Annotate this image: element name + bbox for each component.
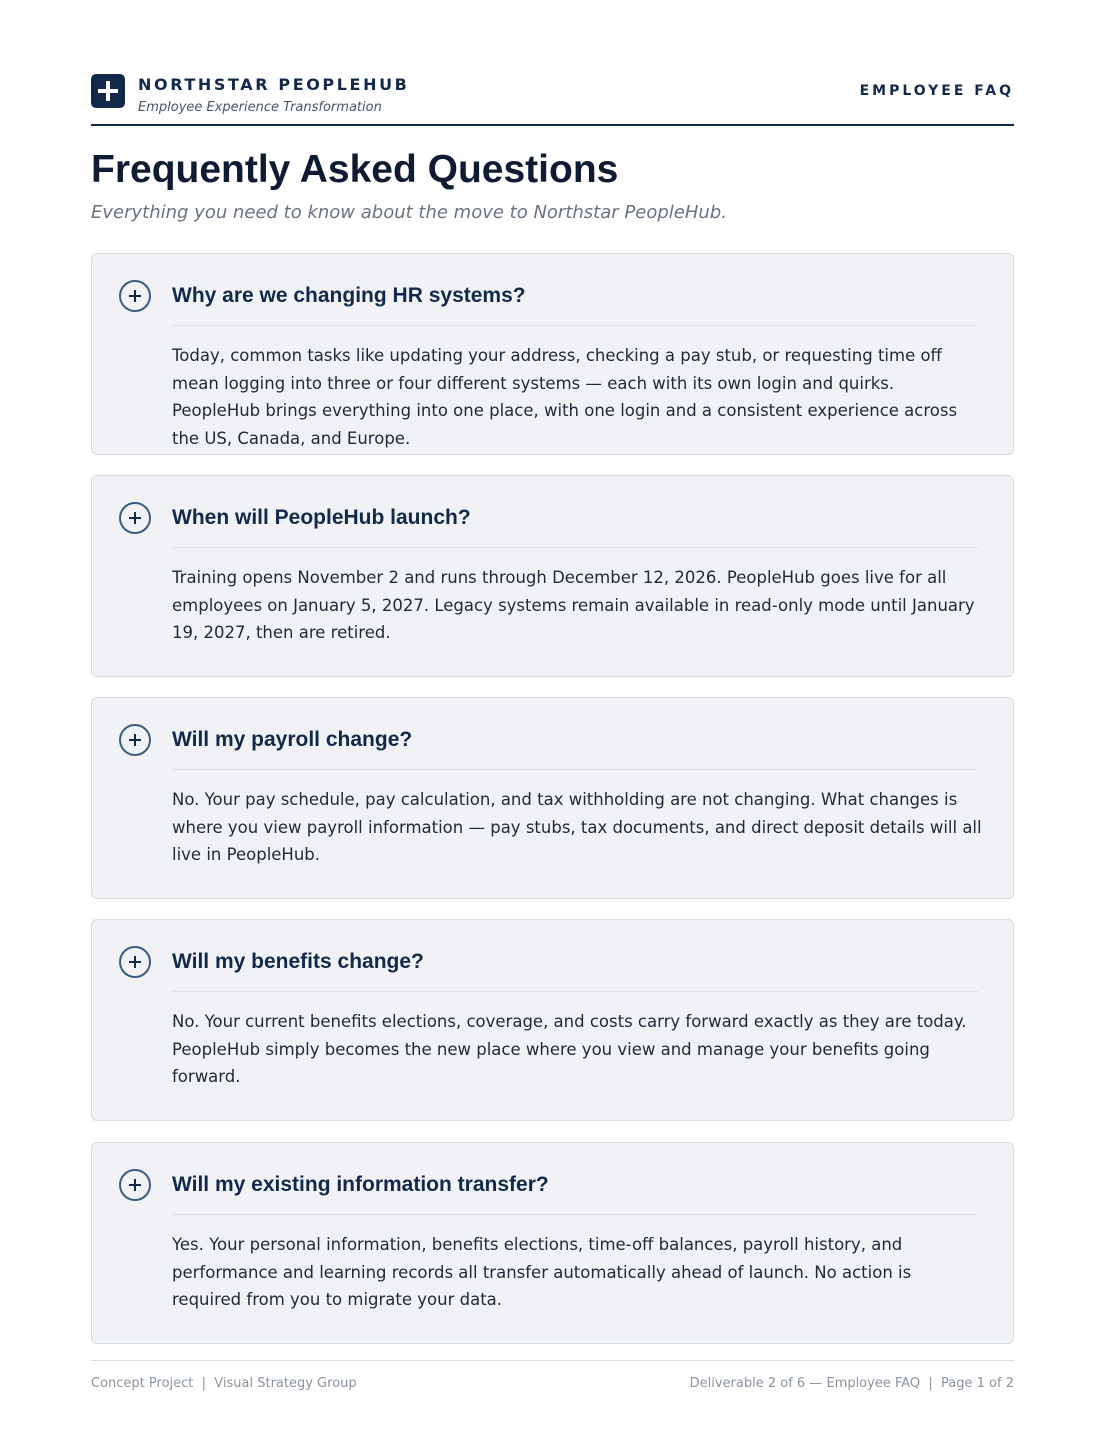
faq-answer: Training opens November 2 and runs through December 12, 2026. PeopleHub goes live for all employees on January 5, 2027. Legacy systems remain available in read-only mode until January 19, 2027, then are retired. <box>172 568 975 643</box>
faq-divider <box>172 769 978 770</box>
footer-page-info: Deliverable 2 of 6 — Employee FAQ | Page 1 of 2 <box>689 1376 1014 1391</box>
faq-divider <box>172 547 978 548</box>
plus-circle-icon[interactable] <box>119 280 151 312</box>
header-divider <box>91 124 1014 126</box>
faq-question[interactable]: When will PeopleHub launch? <box>172 506 471 529</box>
faq-item[interactable] <box>91 1142 1014 1344</box>
faq-item[interactable] <box>91 697 1014 899</box>
faq-item[interactable] <box>91 475 1014 677</box>
plus-circle-icon[interactable] <box>119 724 151 756</box>
faq-divider <box>172 1214 978 1215</box>
faq-answer: Yes. Your personal information, benefits elections, time-off balances, payroll history, and performance and learning records all transfer automatically ahead of launch. No action is required from you to migrate your data. <box>172 1235 912 1310</box>
footer-divider <box>91 1360 1014 1361</box>
faq-divider <box>172 991 978 992</box>
faq-answer: No. Your pay schedule, pay calculation, and tax withholding are not changing. What changes is where you view payroll information — pay stubs, tax documents, and direct deposit details will all live in PeopleHub. <box>172 790 982 865</box>
faq-answer: No. Your current benefits elections, coverage, and costs carry forward exactly as they are today. PeopleHub simply becomes the new place where you view and manage your benefits going forward. <box>172 1012 967 1087</box>
faq-answer: Today, common tasks like updating your address, checking a pay stub, or requesting time off mean logging into three or four different systems — each with its own login and quirks. PeopleHub brings everything into one place, with one login and a consistent experience across the US, Canada, and Europe. <box>172 346 958 449</box>
brand-tagline: Employee Experience Transformation <box>138 100 382 115</box>
faq-item[interactable] <box>91 919 1014 1121</box>
brand-name: NORTHSTAR PEOPLEHUB <box>138 75 410 94</box>
faq-question[interactable]: Why are we changing HR systems? <box>172 284 526 307</box>
faq-question[interactable]: Will my existing information transfer? <box>172 1173 549 1196</box>
faq-question[interactable]: Will my benefits change? <box>172 950 424 973</box>
page-subtitle: Everything you need to know about the move to Northstar PeopleHub. <box>91 202 727 223</box>
plus-icon <box>91 74 125 108</box>
document-header <box>91 72 1014 126</box>
faq-question[interactable]: Will my payroll change? <box>172 728 413 751</box>
faq-divider <box>172 325 978 326</box>
plus-circle-icon[interactable] <box>119 946 151 978</box>
plus-circle-icon[interactable] <box>119 502 151 534</box>
plus-circle-icon[interactable] <box>119 1169 151 1201</box>
faq-item[interactable] <box>91 253 1014 455</box>
footer-project: Concept Project | Visual Strategy Group <box>91 1376 357 1391</box>
document-label: EMPLOYEE FAQ <box>859 83 1014 99</box>
page-title: Frequently Asked Questions <box>91 148 619 191</box>
